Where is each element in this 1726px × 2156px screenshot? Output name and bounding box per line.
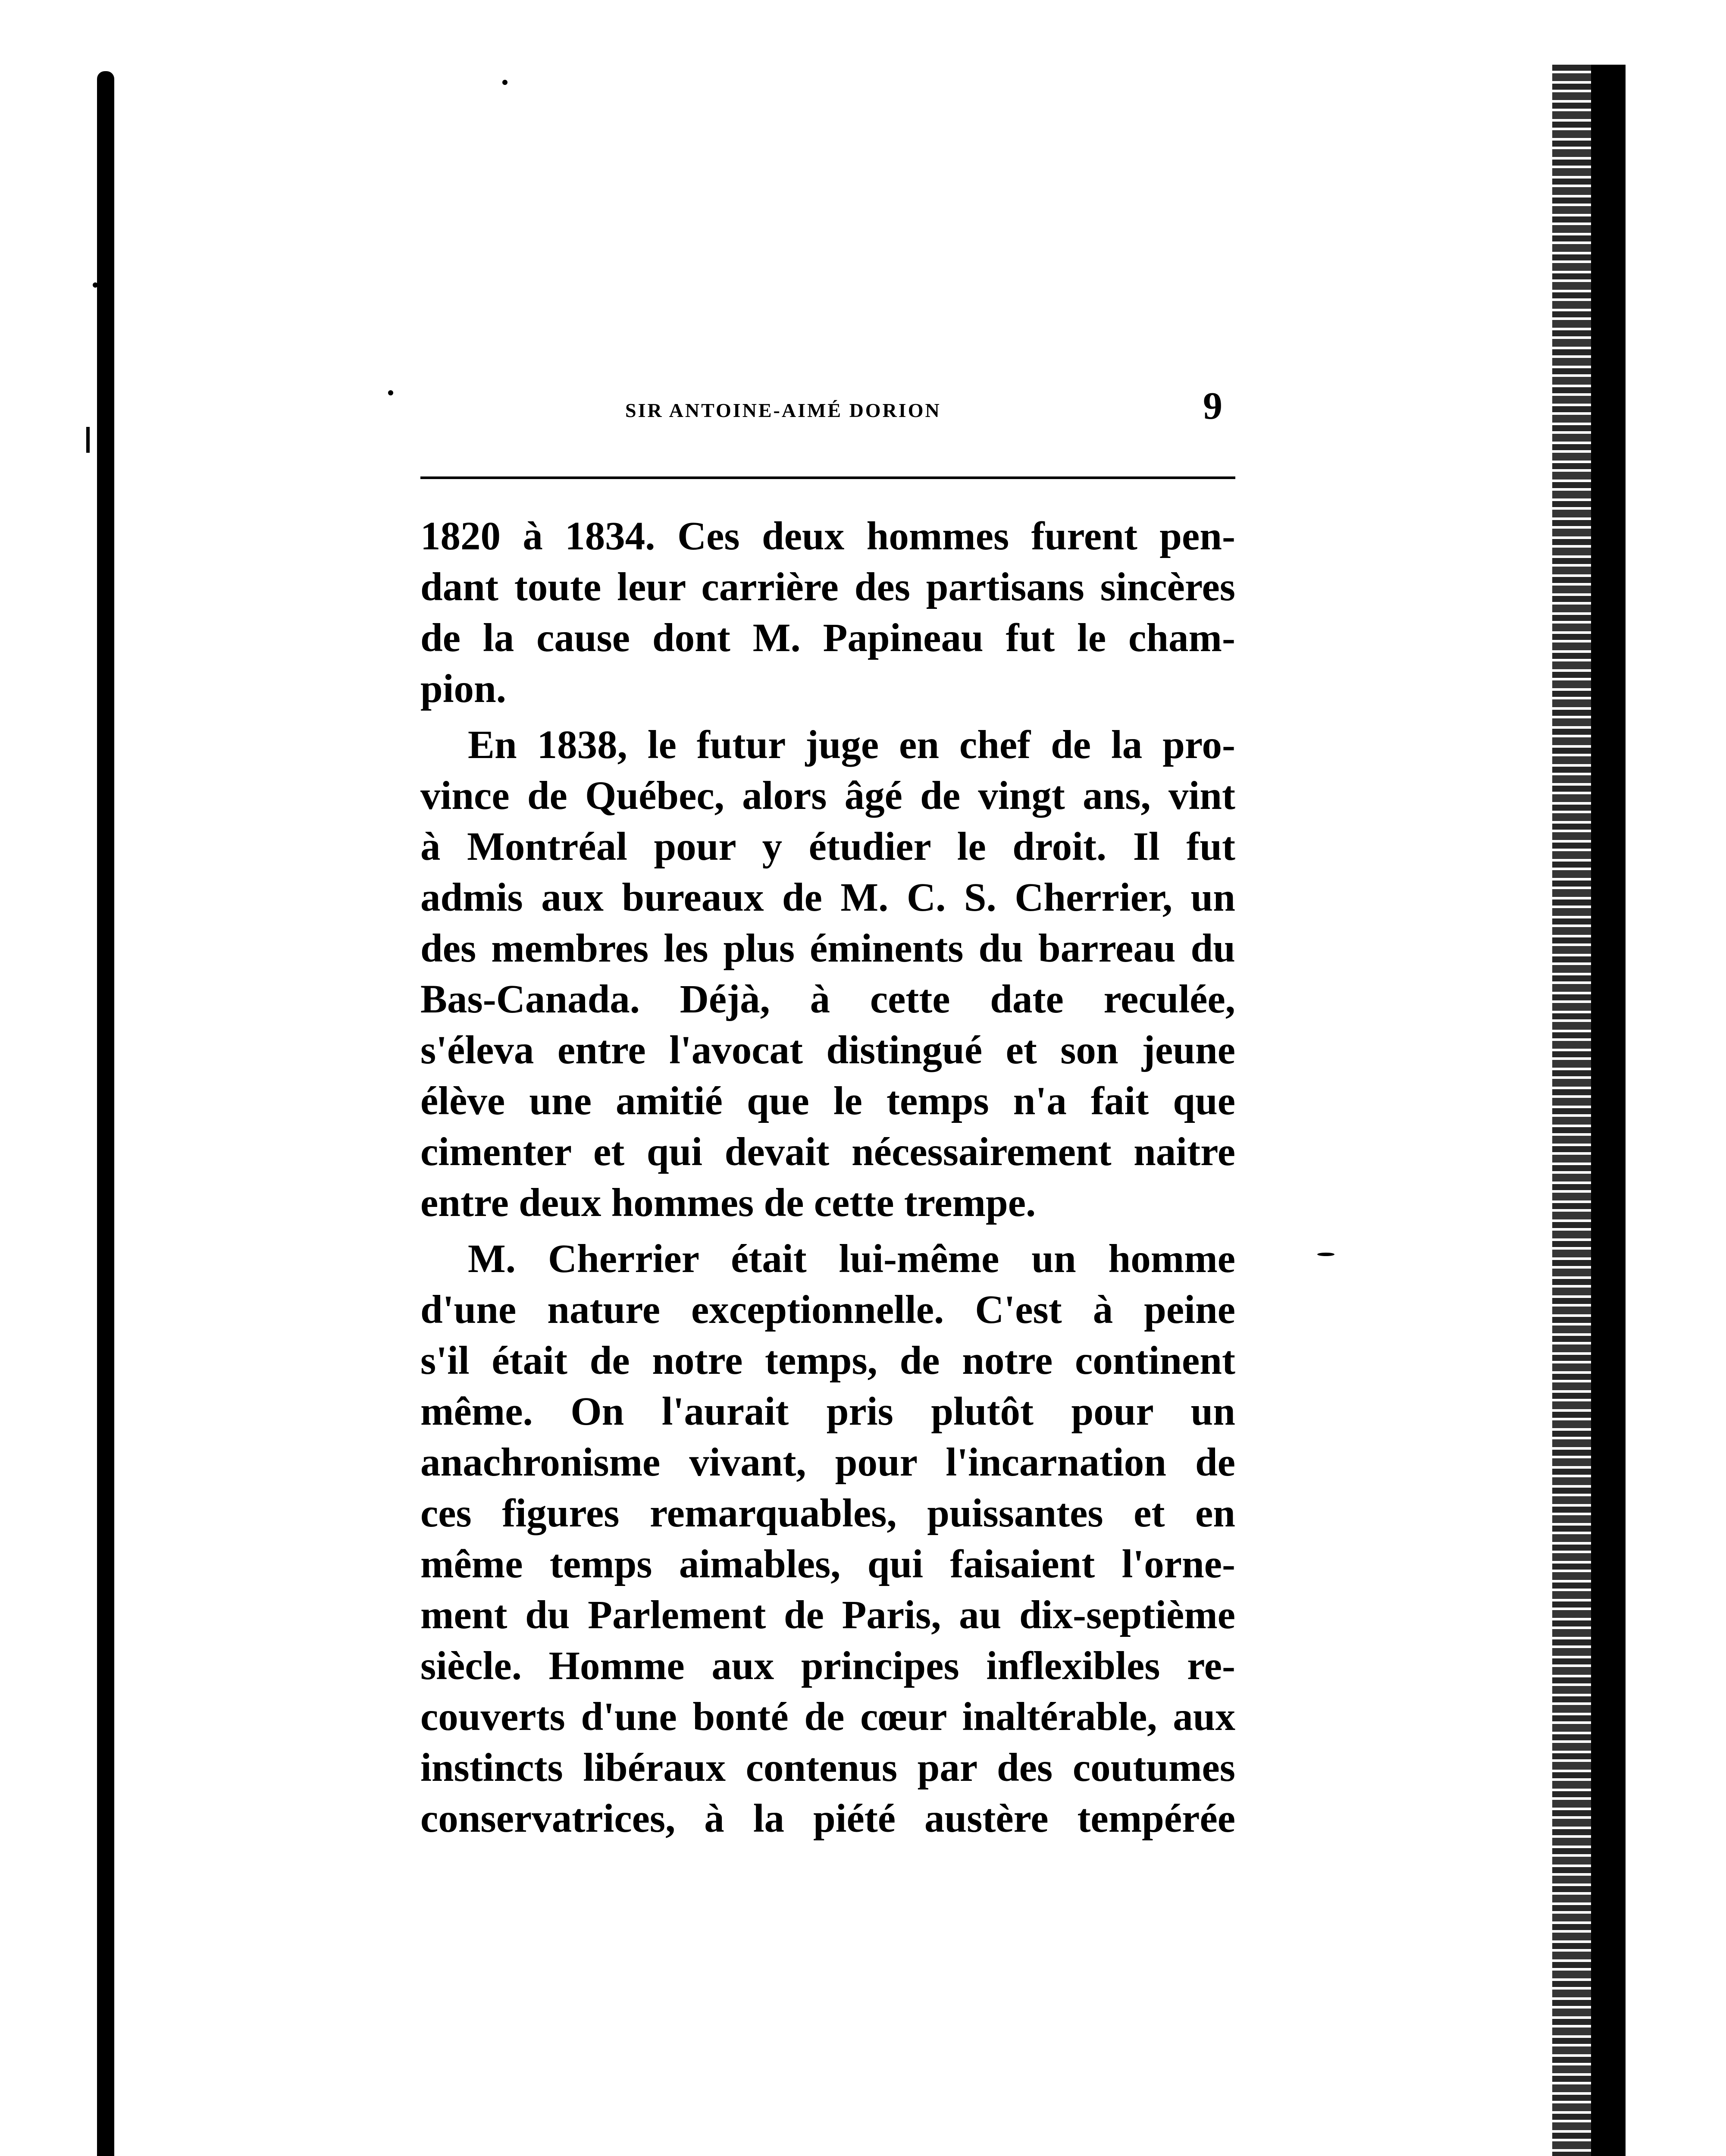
text-line: ces figures remarquables, puissantes et en — [420, 1491, 1235, 1536]
running-header-title: SIR ANTOINE-AIMÉ DORION — [625, 399, 941, 421]
header-rule — [420, 476, 1235, 479]
text-line: anachronisme vivant, pour l'incarnation de — [420, 1440, 1235, 1485]
paragraph — [420, 720, 1235, 1228]
text-line: à Montréal pour y étudier le droit. Il fut — [420, 824, 1235, 869]
scan-speck — [1317, 1253, 1334, 1256]
text-line: entre deux hommes de cette trempe. — [420, 1181, 1036, 1225]
scan-mark-left — [86, 427, 90, 453]
text-line: s'il était de notre temps, de notre continent — [420, 1338, 1235, 1383]
text-line: dant toute leur carrière des partisans sincères — [420, 565, 1235, 609]
text-line: instincts libéraux contenus par des coutumes — [420, 1745, 1235, 1790]
body-text — [420, 511, 1235, 1844]
text-line: vince de Québec, alors âgé de vingt ans, vint — [420, 774, 1235, 818]
text-line: même. On l'aurait pris plutôt pour un — [420, 1389, 1235, 1434]
text-line: admis aux bureaux de M. C. S. Cherrier, un — [420, 875, 1235, 920]
text-line: siècle. Homme aux principes inflexibles re- — [420, 1644, 1235, 1688]
text-line: même temps aimables, qui faisaient l'orne- — [420, 1542, 1235, 1586]
text-line: pion. — [420, 667, 507, 711]
scan-speck — [93, 282, 98, 288]
text-line: de la cause dont M. Papineau fut le cham- — [420, 616, 1235, 660]
text-line: des membres les plus éminents du barreau du — [420, 926, 1235, 971]
binding-shadow-left — [97, 71, 114, 2156]
scan-speck — [502, 80, 507, 85]
text-line: Bas-Canada. Déjà, à cette date reculée, — [420, 977, 1235, 1022]
text-line: d'une nature exceptionnelle. C'est à peine — [420, 1288, 1235, 1332]
text-line: cimenter et qui devait nécessairement naitre — [420, 1130, 1235, 1174]
paragraph — [420, 1234, 1235, 1844]
paragraph — [420, 511, 1235, 714]
binding-shadow-right — [1591, 65, 1626, 2156]
text-line: 1820 à 1834. Ces deux hommes furent pen- — [420, 514, 1235, 558]
text-line: élève une amitié que le temps n'a fait que — [420, 1079, 1235, 1123]
text-line: En 1838, le futur juge en chef de la pro- — [468, 723, 1235, 767]
scan-speck — [388, 390, 393, 395]
text-line: couverts d'une bonté de cœur inaltérable, aux — [420, 1695, 1235, 1739]
text-line: M. Cherrier était lui-même un homme — [468, 1237, 1235, 1281]
text-line: s'éleva entre l'avocat distingué et son jeune — [420, 1028, 1235, 1072]
text-line: conservatrices, à la piété austère tempérée — [420, 1796, 1235, 1841]
text-line: ment du Parlement de Paris, au dix-septième — [420, 1593, 1235, 1637]
page-number: 9 — [1203, 385, 1222, 427]
